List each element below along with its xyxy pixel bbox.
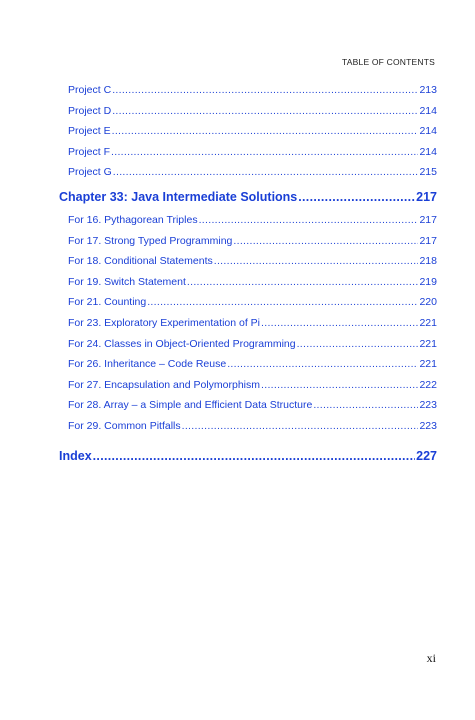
dot-leader bbox=[112, 121, 419, 142]
toc-entry-title: For 17. Strong Typed Programming bbox=[68, 234, 233, 247]
dot-leader bbox=[112, 80, 418, 101]
dot-leader bbox=[297, 334, 419, 355]
toc-entry-for-29[interactable] bbox=[59, 416, 437, 437]
toc-chapter-33[interactable] bbox=[59, 185, 437, 209]
dot-leader bbox=[233, 231, 418, 252]
toc-entry-project-d[interactable] bbox=[59, 101, 437, 122]
toc-entry-page: 217 bbox=[419, 213, 437, 226]
dot-leader bbox=[182, 416, 419, 437]
dot-leader bbox=[113, 162, 419, 183]
toc-entry-page: 218 bbox=[419, 255, 437, 268]
toc-entry-for-24[interactable] bbox=[59, 334, 437, 355]
dot-leader bbox=[261, 313, 418, 334]
toc-entry-title: For 26. Inheritance – Code Reuse bbox=[68, 358, 227, 371]
toc-entry-title: For 29. Common Pitfalls bbox=[68, 419, 181, 432]
toc-entry-for-19[interactable] bbox=[59, 272, 437, 293]
toc-entry-page: 222 bbox=[419, 378, 437, 391]
toc-entry-title: For 19. Switch Statement bbox=[68, 275, 186, 288]
toc-entry-title: For 18. Conditional Statements bbox=[68, 255, 213, 268]
toc-entry-title: For 28. Array – a Simple and Efficient Data Structure bbox=[68, 399, 313, 412]
toc-entry-title: For 27. Encapsulation and Polymorphism bbox=[68, 378, 261, 391]
toc-index-title: Index bbox=[59, 448, 92, 463]
toc-entry-page: 220 bbox=[419, 296, 437, 309]
dot-leader bbox=[261, 375, 418, 396]
toc-entry-for-21[interactable] bbox=[59, 292, 437, 313]
toc-entry-for-17[interactable] bbox=[59, 231, 437, 252]
dot-leader bbox=[147, 292, 418, 313]
dot-leader bbox=[214, 251, 419, 272]
toc-entry-for-27[interactable] bbox=[59, 375, 437, 396]
toc-entry-project-e[interactable] bbox=[59, 121, 437, 142]
dot-leader bbox=[227, 354, 418, 375]
toc-entry-title: For 23. Exploratory Experimentation of Pi bbox=[68, 316, 261, 329]
toc-chapter-page: 217 bbox=[416, 189, 437, 204]
toc-entry-title: For 21. Counting bbox=[68, 296, 147, 309]
toc-entry-for-28[interactable] bbox=[59, 395, 437, 416]
toc-entry-title: For 16. Pythagorean Triples bbox=[68, 213, 198, 226]
toc-entry-for-26[interactable] bbox=[59, 354, 437, 375]
toc-entry-project-f[interactable] bbox=[59, 142, 437, 163]
toc-entry-page: 221 bbox=[419, 316, 437, 329]
toc-entry-project-g[interactable] bbox=[59, 162, 437, 183]
toc-index[interactable] bbox=[59, 444, 437, 468]
toc-entry-for-18[interactable] bbox=[59, 251, 437, 272]
toc-entry-title: Project D bbox=[68, 104, 112, 117]
dot-leader bbox=[93, 444, 415, 468]
toc-entry-for-23[interactable] bbox=[59, 313, 437, 334]
page-number: xi bbox=[426, 651, 436, 665]
toc-entry-project-c[interactable] bbox=[59, 80, 437, 101]
toc-entry-page: 214 bbox=[419, 125, 437, 138]
toc-entry-for-16[interactable] bbox=[59, 210, 437, 231]
toc-entry-page: 223 bbox=[419, 399, 437, 412]
toc-entry-page: 217 bbox=[419, 234, 437, 247]
toc-entry-page: 214 bbox=[419, 104, 437, 117]
toc-entry-title: Project F bbox=[68, 145, 111, 158]
toc-index-page: 227 bbox=[416, 448, 437, 463]
dot-leader bbox=[112, 101, 418, 122]
toc-entry-title: Project G bbox=[68, 166, 112, 179]
table-of-contents bbox=[59, 80, 437, 468]
toc-entry-page: 221 bbox=[419, 358, 437, 371]
dot-leader bbox=[298, 185, 415, 209]
toc-entry-page: 223 bbox=[419, 419, 437, 432]
toc-entry-title: For 24. Classes in Object-Oriented Programming bbox=[68, 337, 296, 350]
toc-entry-title: Project E bbox=[68, 125, 111, 138]
toc-entry-page: 214 bbox=[419, 145, 437, 158]
toc-entry-page: 215 bbox=[419, 166, 437, 179]
running-head: TABLE OF CONTENTS bbox=[342, 57, 435, 67]
dot-leader bbox=[111, 142, 418, 163]
toc-chapter-title: Chapter 33: Java Intermediate Solutions bbox=[59, 189, 298, 204]
toc-entry-title: Project C bbox=[68, 84, 112, 96]
dot-leader bbox=[313, 395, 418, 416]
toc-entry-page: 221 bbox=[419, 337, 437, 350]
dot-leader bbox=[187, 272, 419, 293]
dot-leader bbox=[199, 210, 419, 231]
toc-entry-page: 219 bbox=[419, 275, 437, 288]
toc-entry-page: 213 bbox=[419, 84, 437, 96]
